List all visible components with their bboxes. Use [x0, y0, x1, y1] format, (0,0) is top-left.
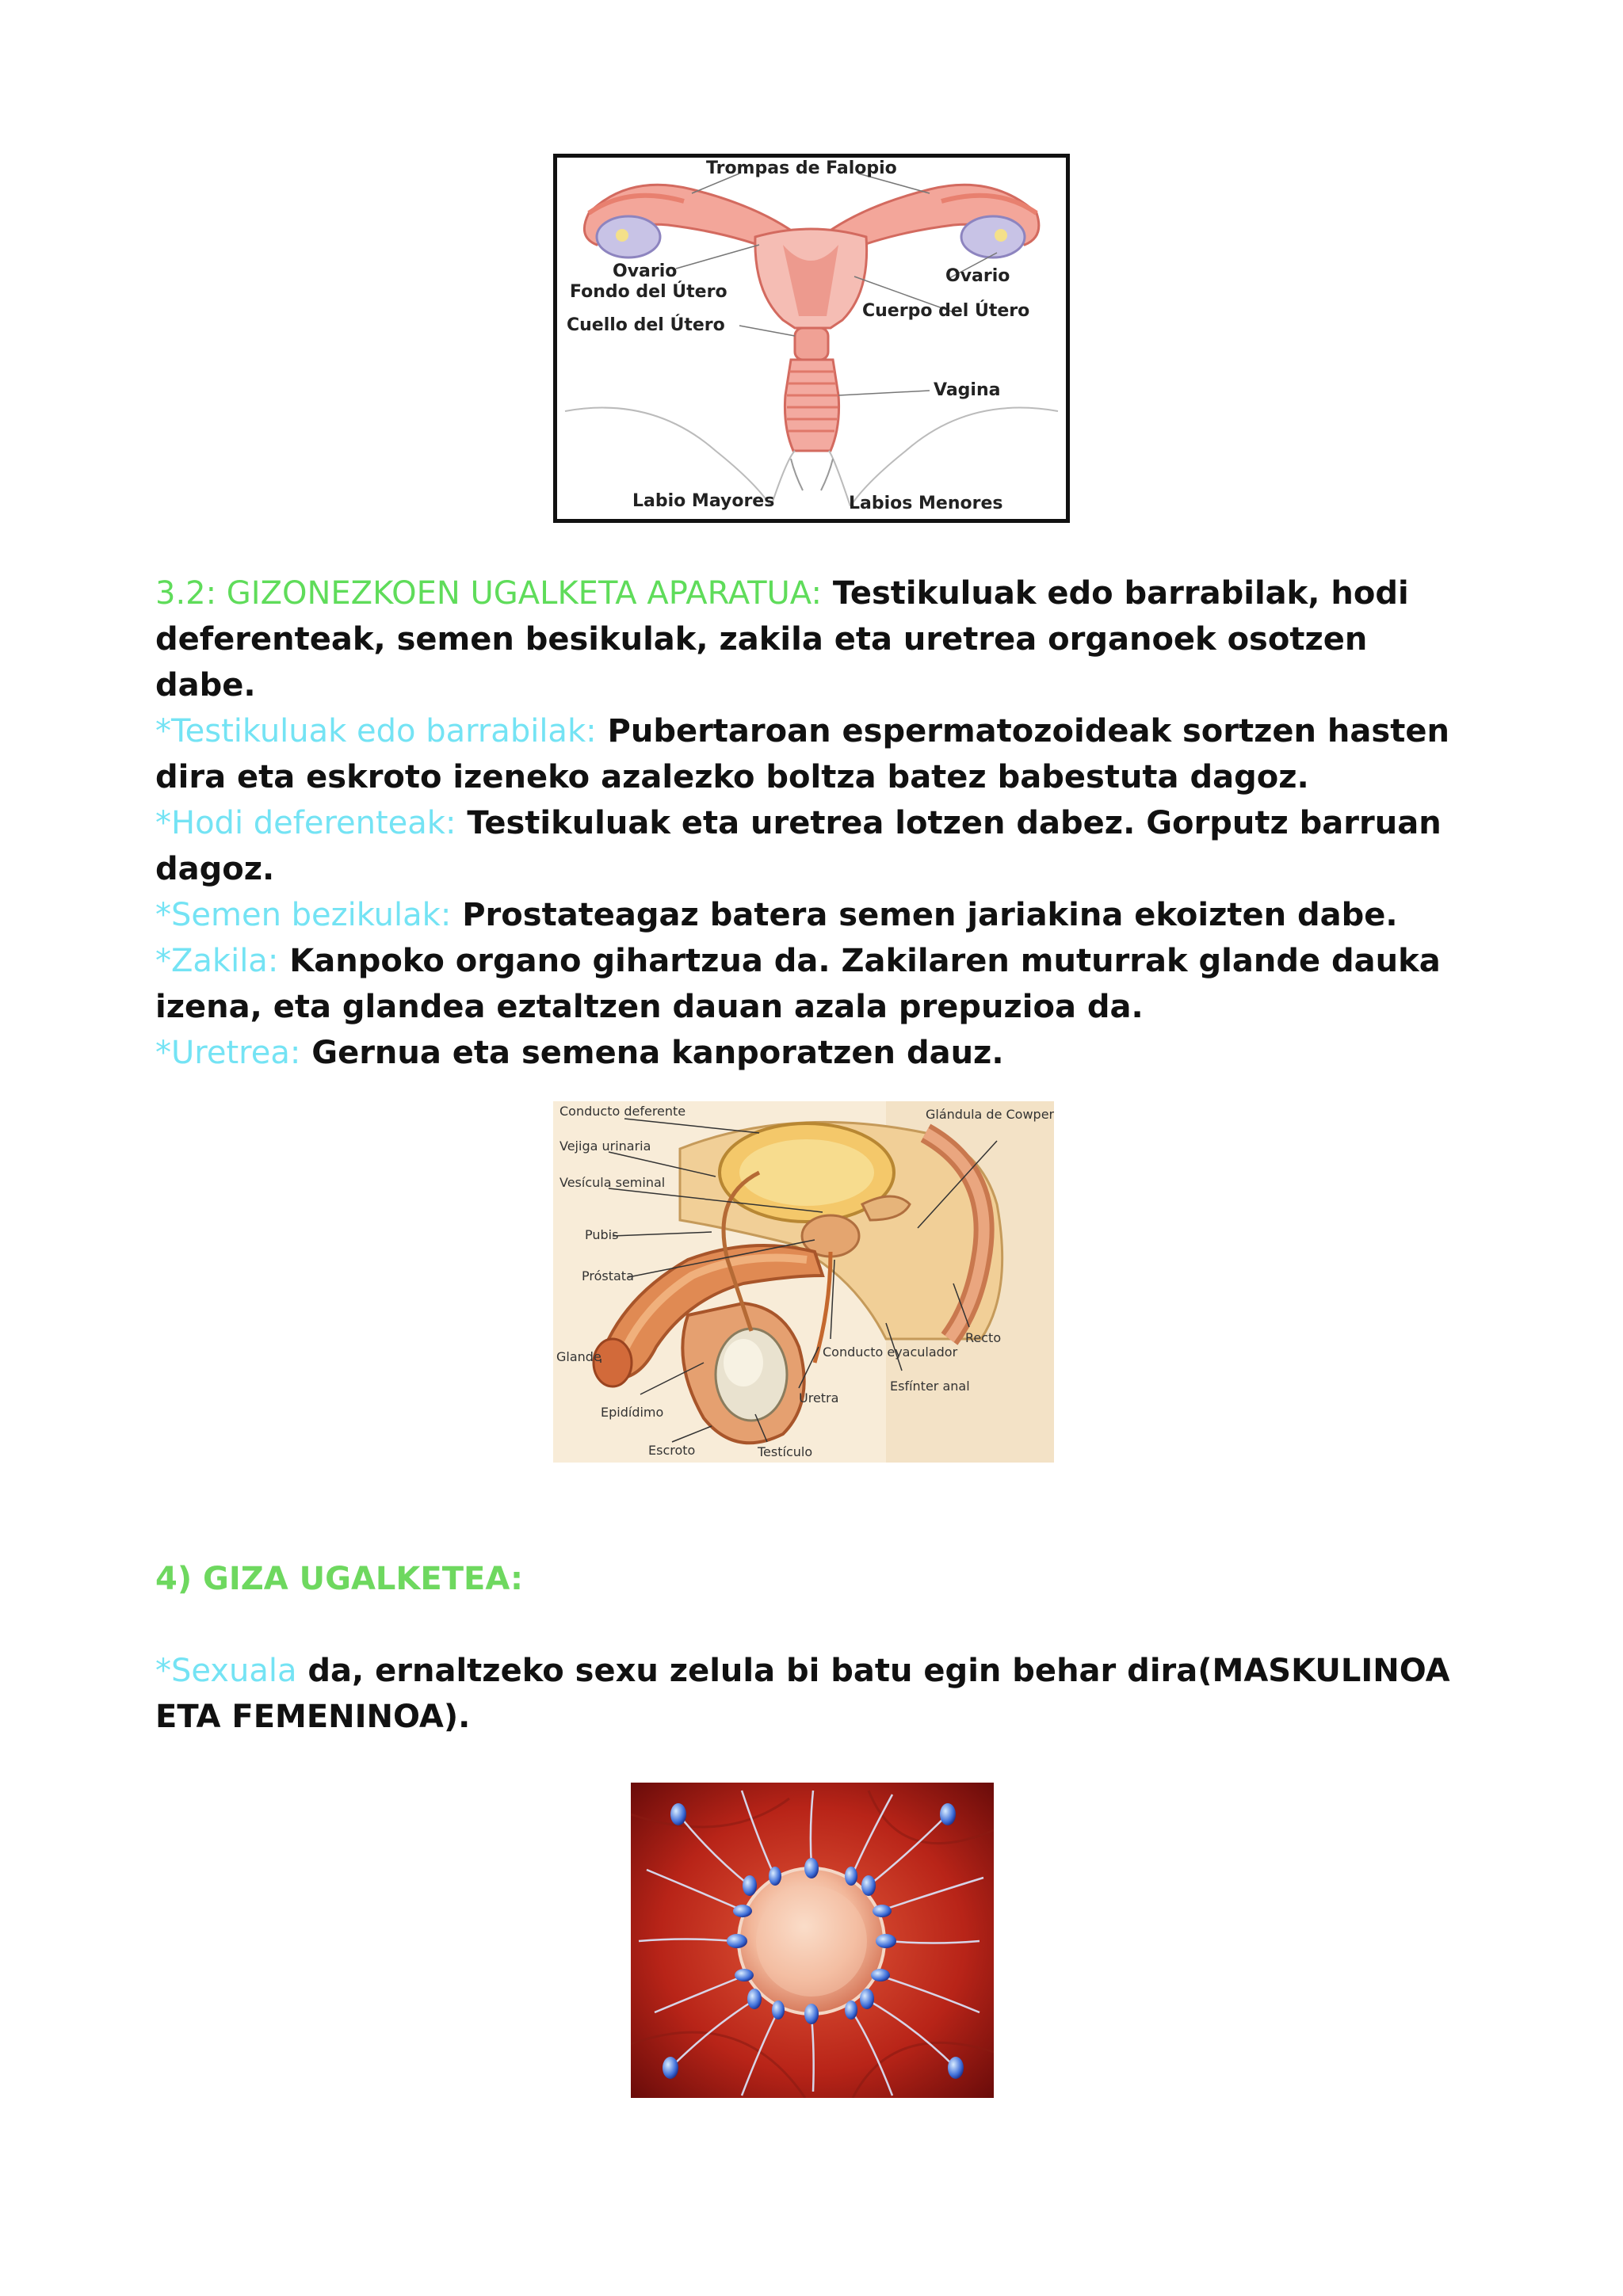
label-prostata: Próstata	[582, 1268, 634, 1283]
label-vesicula: Vesícula seminal	[559, 1175, 666, 1190]
label-epididimo: Epidídimo	[601, 1405, 664, 1420]
female-diagram-svg	[557, 158, 1066, 519]
label-labio-mayores: Labio Mayores	[632, 491, 775, 511]
organ-text: Testikuluak eta uretrea lotzen dabez. Gorputz barruan dagoz.	[155, 805, 1442, 887]
male-diagram-svg	[553, 1101, 1054, 1463]
female-reproductive-diagram	[553, 154, 1070, 523]
organ-text: Gernua eta semena kanporatzen dauz.	[300, 1035, 1004, 1071]
label-cuerpo: Cuerpo del Útero	[862, 301, 1030, 321]
label-pubis: Pubis	[585, 1227, 619, 1242]
organ-list	[155, 708, 1471, 1076]
male-reproductive-diagram	[553, 1101, 1054, 1463]
section-4-text: da, ernaltzeko sexu zelula bi batu egin behar dira(MASKULINOA ETA FEMENINOA).	[155, 1653, 1450, 1735]
label-fondo: Fondo del Útero	[570, 282, 727, 302]
organ-term: *Semen bezikulak:	[155, 897, 452, 933]
fertilization-image	[631, 1783, 994, 2098]
label-ovario-right: Ovario	[945, 266, 1010, 286]
label-vagina: Vagina	[934, 380, 1001, 400]
organ-item	[155, 708, 1471, 800]
fertilization-svg	[631, 1783, 994, 2098]
organ-item	[155, 800, 1471, 892]
section-32-intro	[155, 570, 1471, 708]
label-recto: Recto	[965, 1330, 1002, 1345]
label-trompas: Trompas de Falopio	[706, 158, 897, 178]
section-4-text-block	[155, 1648, 1471, 1740]
label-escroto: Escroto	[648, 1443, 696, 1458]
organ-item	[155, 1030, 1471, 1076]
label-conducto-deferente: Conducto deferente	[559, 1104, 686, 1119]
organ-term: *Zakila:	[155, 943, 279, 979]
label-glandula-cowper: Glándula de Cowper	[926, 1107, 1054, 1122]
section-32-heading: 3.2: GIZONEZKOEN UGALKETA APARATUA:	[155, 575, 822, 612]
section-4-term: *Sexuala	[155, 1653, 297, 1689]
organ-item	[155, 892, 1471, 938]
organ-term: *Uretrea:	[155, 1035, 301, 1071]
label-esfinter: Esfínter anal	[890, 1379, 970, 1394]
organ-text: Prostateagaz batera semen jariakina ekoizten dabe.	[451, 897, 1398, 933]
label-cuello: Cuello del Útero	[567, 315, 725, 335]
section-4-heading-block	[155, 1556, 1471, 1602]
organ-term: *Hodi deferenteak:	[155, 805, 456, 841]
label-uretra: Uretra	[799, 1390, 839, 1405]
organ-text: Pubertaroan espermatozoideak sortzen hasten dira eta eskroto izeneko azalezko boltza batez babestuta dagoz.	[155, 713, 1449, 795]
label-ovario-left: Ovario	[613, 261, 678, 281]
label-conducto-eyaculador: Conducto eyaculador	[823, 1344, 958, 1360]
organ-term: *Testikuluak edo barrabilak:	[155, 713, 597, 749]
label-glande: Glande	[556, 1349, 601, 1364]
label-labios-menores: Labios Menores	[849, 494, 1003, 513]
organ-item	[155, 938, 1471, 1030]
organ-text: Kanpoko organo gihartzua da. Zakilaren muturrak glande dauka izena, eta glandea eztaltzen dauan azala prepuzioa da.	[155, 943, 1441, 1025]
label-testiculo: Testículo	[758, 1444, 813, 1459]
section-32-intro-text: Testikuluak edo barrabilak, hodi deferenteak, semen besikulak, zakila eta uretrea organoek osotzen dabe.	[155, 575, 1409, 704]
label-vejiga: Vejiga urinaria	[559, 1138, 651, 1154]
section-4-heading: 4) GIZA UGALKETEA:	[155, 1561, 524, 1597]
